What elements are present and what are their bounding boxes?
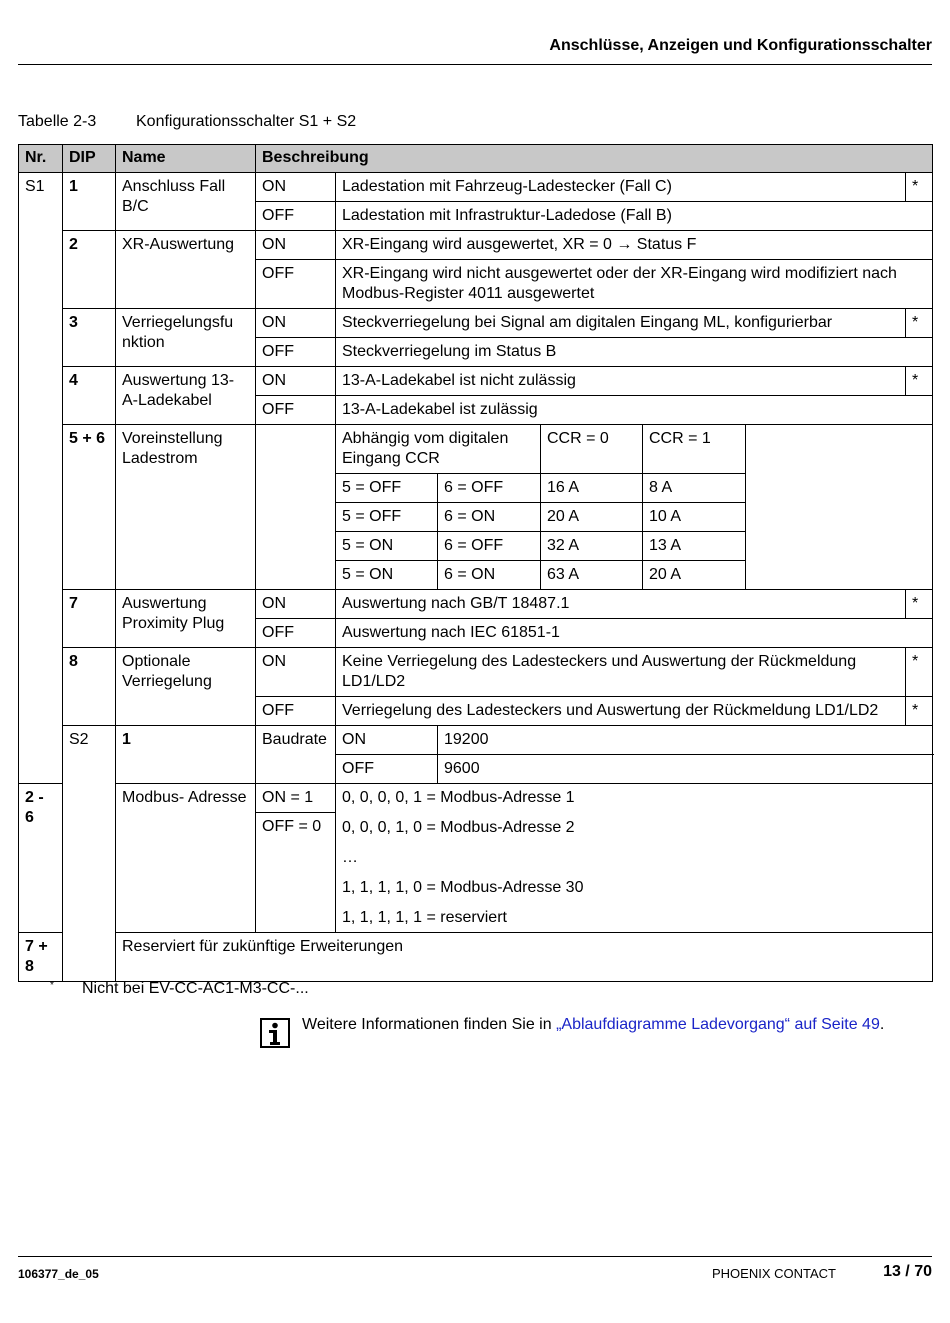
dip-name: Verriegelungsfu nktion	[116, 309, 256, 367]
table-row	[19, 784, 933, 813]
switch5-state: 5 = ON	[336, 561, 438, 590]
dip-name: Auswertung 13-A-Ladekabel	[116, 367, 256, 425]
table-header-row	[19, 145, 933, 173]
list-item: 0, 0, 0, 0, 1 = Modbus-Adresse 1	[342, 789, 575, 806]
list-item: 1, 1, 1, 1, 0 = Modbus-Adresse 30	[342, 879, 584, 896]
empty-cell	[746, 425, 933, 590]
footnote	[18, 980, 309, 998]
state-on: ON	[256, 173, 336, 202]
info-icon	[260, 1018, 290, 1048]
dip-number: 8	[63, 648, 116, 726]
list-item: 1, 1, 1, 1, 1 = reserviert	[342, 909, 507, 926]
ccr0-value: 63 A	[541, 561, 643, 590]
header-dip: DIP	[63, 145, 116, 173]
state-description: XR-Eingang wird ausgewertet, XR = 0 → Status F	[336, 231, 933, 260]
state-on: ON	[256, 231, 336, 260]
list-item: 0, 0, 0, 1, 0 = Modbus-Adresse 2	[342, 819, 575, 836]
state-description: Auswertung nach IEC 61851-1	[336, 619, 933, 648]
state-off: OFF	[336, 755, 438, 784]
table-row	[19, 309, 933, 338]
table-row	[19, 231, 933, 260]
switch6-state: 6 = OFF	[438, 532, 541, 561]
table-row	[19, 648, 933, 697]
table-row	[19, 173, 933, 202]
page-header-title: Anschlüsse, Anzeigen und Konfigurationsschalter	[549, 37, 932, 54]
header-nr: Nr.	[19, 145, 63, 173]
ccr1-value: 20 A	[643, 561, 746, 590]
table-row	[19, 425, 933, 474]
ccr0-value: 20 A	[541, 503, 643, 532]
header-divider	[18, 64, 932, 65]
ccr1-head: CCR = 1	[643, 425, 746, 474]
footnote-marker: *	[906, 590, 933, 619]
state-description: Ladestation mit Fahrzeug-Ladestecker (Fall C)	[336, 173, 906, 202]
footnote-marker: *	[906, 697, 933, 726]
footer-doc-id: 106377_de_05	[18, 1267, 99, 1281]
dip-name: Anschluss Fall B/C	[116, 173, 256, 231]
state-description: XR-Eingang wird nicht ausgewertet oder der XR-Eingang wird modifiziert nach Modbus-Register 4011 ausgewertet	[336, 260, 933, 309]
ccr1-value: 10 A	[643, 503, 746, 532]
ccr0-head: CCR = 0	[541, 425, 643, 474]
footer-company: PHOENIX CONTACT	[712, 1266, 836, 1281]
header-description: Beschreibung	[256, 145, 933, 173]
modbus-address-list	[336, 784, 933, 933]
ccr-head-label: Abhängig vom digitalen Eingang CCR	[336, 425, 541, 474]
state-on: ON = 1	[256, 784, 336, 813]
table-caption	[18, 113, 356, 131]
switch5-state: 5 = OFF	[336, 474, 438, 503]
switch5-state: 5 = ON	[336, 532, 438, 561]
state-description: Ladestation mit Infrastruktur-Ladedose (Fall B)	[336, 202, 933, 231]
switch6-state: 6 = ON	[438, 503, 541, 532]
table-row	[19, 367, 933, 396]
footnote-text: Nicht bei EV-CC-AC1-M3-CC-...	[82, 980, 309, 997]
dip-description: Reserviert für zukünftige Erweiterungen	[116, 933, 933, 982]
table-caption-title: Konfigurationsschalter S1 + S2	[136, 113, 357, 130]
state-off: OFF	[256, 338, 336, 367]
info-prefix: Weitere Informationen finden Sie in	[302, 1016, 557, 1033]
table-row	[19, 590, 933, 619]
state-description: Steckverriegelung im Status B	[336, 338, 933, 367]
state-on: ON	[336, 726, 438, 755]
state-off: OFF = 0	[256, 813, 336, 933]
state-off: OFF	[256, 202, 336, 231]
dip-number: 4	[63, 367, 116, 425]
state-description: Verriegelung des Ladesteckers und Auswertung der Rückmeldung LD1/LD2	[336, 697, 906, 726]
switch5-state: 5 = OFF	[336, 503, 438, 532]
dip-number: 1	[63, 173, 116, 231]
footer-page-number: 13 / 70	[883, 1263, 932, 1280]
state-off: OFF	[256, 697, 336, 726]
state-description: Auswertung nach GB/T 18487.1	[336, 590, 906, 619]
config-switch-table	[18, 144, 933, 982]
info-link[interactable]: „Ablaufdiagramme Ladevorgang“ auf Seite 49	[556, 1016, 880, 1033]
dip-number: 3	[63, 309, 116, 367]
dip-number: 5 + 6	[63, 425, 116, 590]
state-on: ON	[256, 309, 336, 338]
dip-number: 1	[116, 726, 256, 784]
table-row	[19, 933, 933, 982]
switch6-state: 6 = ON	[438, 561, 541, 590]
state-on: ON	[256, 367, 336, 396]
ccr1-value: 8 A	[643, 474, 746, 503]
dip-number: 2 - 6	[19, 784, 63, 933]
header-name: Name	[116, 145, 256, 173]
dip-number: 7	[63, 590, 116, 648]
state-description: 19200	[438, 726, 933, 755]
list-item: …	[342, 849, 358, 866]
dip-name: Optionale Verriegelung	[116, 648, 256, 726]
ccr0-value: 32 A	[541, 532, 643, 561]
ccr0-value: 16 A	[541, 474, 643, 503]
state-description: 9600	[438, 755, 933, 784]
ccr1-value: 13 A	[643, 532, 746, 561]
state-description: Steckverriegelung bei Signal am digitalen Eingang ML, konfigurierbar	[336, 309, 906, 338]
dip-name: Voreinstellung Ladestrom	[116, 425, 256, 590]
switch-nr-s2: S2	[63, 726, 116, 982]
state-off: OFF	[256, 260, 336, 309]
footnote-marker: *	[906, 309, 933, 338]
footer-divider	[18, 1256, 932, 1257]
state-on: ON	[256, 590, 336, 619]
dip-name: Modbus- Adresse	[116, 784, 256, 933]
info-suffix: .	[879, 1016, 885, 1033]
state-off: OFF	[256, 396, 336, 425]
footnote-marker: *	[906, 173, 933, 202]
info-text	[302, 1016, 884, 1034]
state-description: 13-A-Ladekabel ist zulässig	[336, 396, 933, 425]
state-description: 13-A-Ladekabel ist nicht zulässig	[336, 367, 906, 396]
dip-name: XR-Auswertung	[116, 231, 256, 309]
table-row	[19, 726, 933, 755]
switch-nr-s1: S1	[19, 173, 63, 784]
state-on: ON	[256, 648, 336, 697]
dip-number: 7 + 8	[19, 933, 63, 982]
empty-state-cell	[256, 425, 336, 590]
state-off: OFF	[256, 619, 336, 648]
footnote-marker: *	[906, 367, 933, 396]
dip-name: Baudrate	[256, 726, 336, 784]
state-description: Keine Verriegelung des Ladesteckers und Auswertung der Rückmeldung LD1/LD2	[336, 648, 906, 697]
footnote-mark: *	[50, 980, 54, 991]
footnote-marker: *	[906, 648, 933, 697]
dip-number: 2	[63, 231, 116, 309]
switch6-state: 6 = OFF	[438, 474, 541, 503]
dip-name: Auswertung Proximity Plug	[116, 590, 256, 648]
table-caption-number: Tabelle 2-3	[18, 113, 97, 130]
